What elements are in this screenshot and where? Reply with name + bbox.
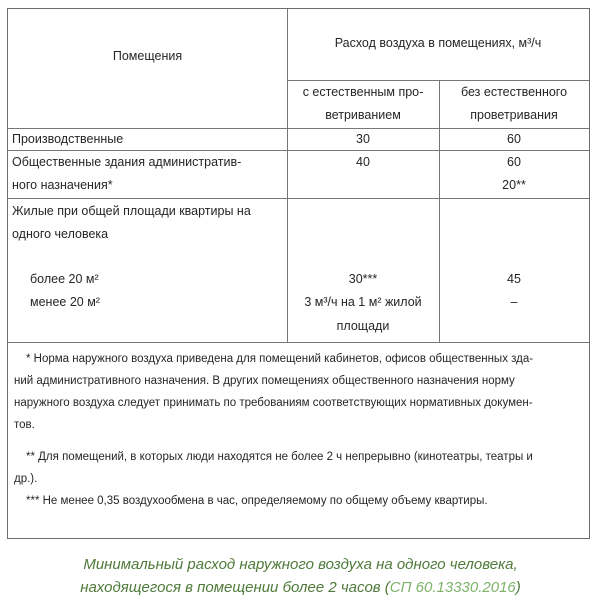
row-residential-over20-natural: 30***	[348, 272, 378, 286]
caption-line2	[0, 576, 601, 599]
row-public-no-natural-line1: 60	[507, 155, 521, 169]
row-rule-2	[8, 198, 589, 199]
caption-close-paren: )	[515, 579, 521, 596]
row-residential-over20-no-natural: 45	[507, 272, 521, 286]
row-public-no-natural-line2: 20**	[502, 178, 526, 192]
row-residential-under20-name: менее 20 м²	[30, 295, 100, 309]
footnote-line: тов.	[14, 419, 35, 431]
row-residential-under20-no-natural: –	[510, 295, 518, 309]
header-no-natural-line2: проветривания	[470, 108, 558, 122]
footnote-line: *** Не менее 0,35 воздухообмена в час, определяемому по общему объему квартиры.	[26, 495, 488, 507]
caption-line1: Минимальный расход наружного воздуха на одного человека,	[83, 556, 518, 573]
footnote-line: * Норма наружного воздуха приведена для помещений кабинетов, офисов общественных зда-	[26, 353, 534, 365]
row-public-name-line1: Общественные здания административ-	[12, 155, 242, 169]
header-no-natural-line1: без естественного	[460, 85, 568, 99]
norms-table-scan	[7, 8, 590, 539]
figure-caption	[0, 553, 601, 599]
footnote-line: ** Для помещений, в которых люди находятся не более 2 ч непрерывно (кинотеатры, театры и	[26, 451, 533, 463]
row-residential-name-line2: одного человека	[12, 227, 109, 241]
row-industrial-natural: 30	[356, 132, 370, 146]
header-natural-line1: с естественным про-	[302, 85, 424, 99]
row-public-natural: 40	[356, 155, 370, 169]
row-residential-name-line1: Жилые при общей площади квартиры на	[12, 204, 251, 218]
header-airflow: Расход воздуха в помещениях, м³/ч	[334, 36, 542, 50]
footnote-line: ний административного назначения. В других помещениях общественного назначения норму	[14, 375, 515, 387]
footnote-line: наружного воздуха следует принимать по требованиям соответствующих нормативных докумен-	[14, 397, 533, 409]
header-rooms: Помещения	[112, 49, 183, 63]
row-public-name-line2: ного назначения*	[12, 178, 113, 192]
row-industrial-name: Производственные	[12, 132, 124, 146]
footnote-line: др.).	[14, 473, 38, 485]
table-bottom-rule	[8, 342, 589, 343]
row-residential-under20-natural-line1: 3 м³/ч на 1 м² жилой	[304, 295, 422, 309]
row-residential-over20-name: более 20 м²	[30, 272, 99, 286]
caption-line2-text: находящегося в помещении более 2 часов (	[80, 579, 390, 596]
row-industrial-no-natural: 60	[507, 132, 521, 146]
caption-source-link[interactable]: СП 60.13330.2016	[389, 579, 516, 596]
row-residential-under20-natural-line2: площади	[336, 319, 390, 333]
header-natural-line2: ветриванием	[325, 108, 401, 122]
